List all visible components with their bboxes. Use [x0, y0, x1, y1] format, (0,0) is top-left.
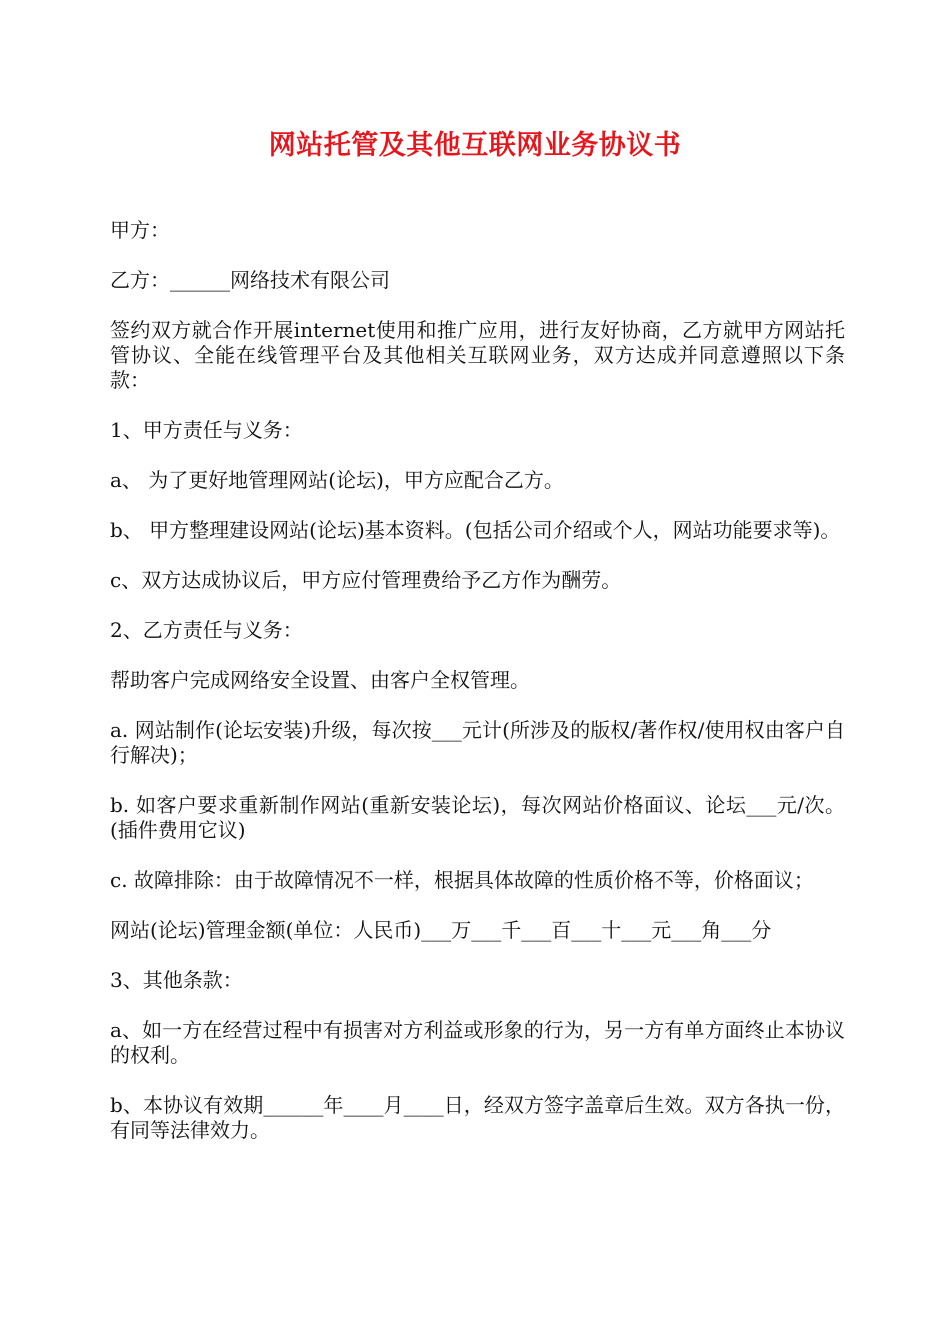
section-2-item-a: a. 网站制作(论坛安装)升级，每次按___元计(所涉及的版权/著作权/使用权由客户自行解决)；	[110, 718, 845, 767]
section-2-intro: 帮助客户完成网络安全设置、由客户全权管理。	[110, 668, 530, 692]
document-body	[110, 218, 845, 1168]
section-3-heading: 3、其他条款：	[110, 968, 243, 992]
preamble-paragraph: 签约双方就合作开展internet使用和推广应用，进行友好协商，乙方就甲方网站托管协议、全能在线管理平台及其他相关互联网业务，双方达成并同意遵照以下条款：	[110, 318, 845, 392]
management-fee-line: 网站(论坛)管理金额(单位：人民币)___万___千___百___十___元___角___分	[110, 918, 772, 942]
section-2-heading: 2、乙方责任与义务：	[110, 618, 303, 642]
document-title: 网站托管及其他互联网业务协议书	[268, 130, 682, 161]
section-2-item-c: c. 故障排除：由于故障情况不一样，根据具体故障的性质价格不等，价格面议；	[110, 868, 814, 892]
section-3-item-a: a、如一方在经营过程中有损害对方利益或形象的行为，另一方有单方面终止本协议的权利。	[110, 1018, 845, 1067]
section-1-item-a: a、 为了更好地管理网站(论坛)，甲方应配合乙方。	[110, 468, 564, 492]
party-a-line: 甲方：	[110, 218, 170, 242]
party-b-line: 乙方：______网络技术有限公司	[110, 268, 390, 292]
section-1-heading: 1、甲方责任与义务：	[110, 418, 303, 442]
section-2-item-b: b. 如客户要求重新制作网站(重新安装论坛)，每次网站价格面议、论坛___元/次。(插件费用它议)	[110, 793, 845, 842]
section-3-item-b: b、本协议有效期______年____月____日，经双方签字盖章后生效。双方各执一份，有同等法律效力。	[110, 1093, 845, 1142]
section-1-item-c: c、双方达成协议后，甲方应付管理费给予乙方作为酬劳。	[110, 568, 622, 592]
section-1-item-b: b、 甲方整理建设网站(论坛)基本资料。(包括公司介绍或个人，网站功能要求等)。	[110, 518, 841, 542]
